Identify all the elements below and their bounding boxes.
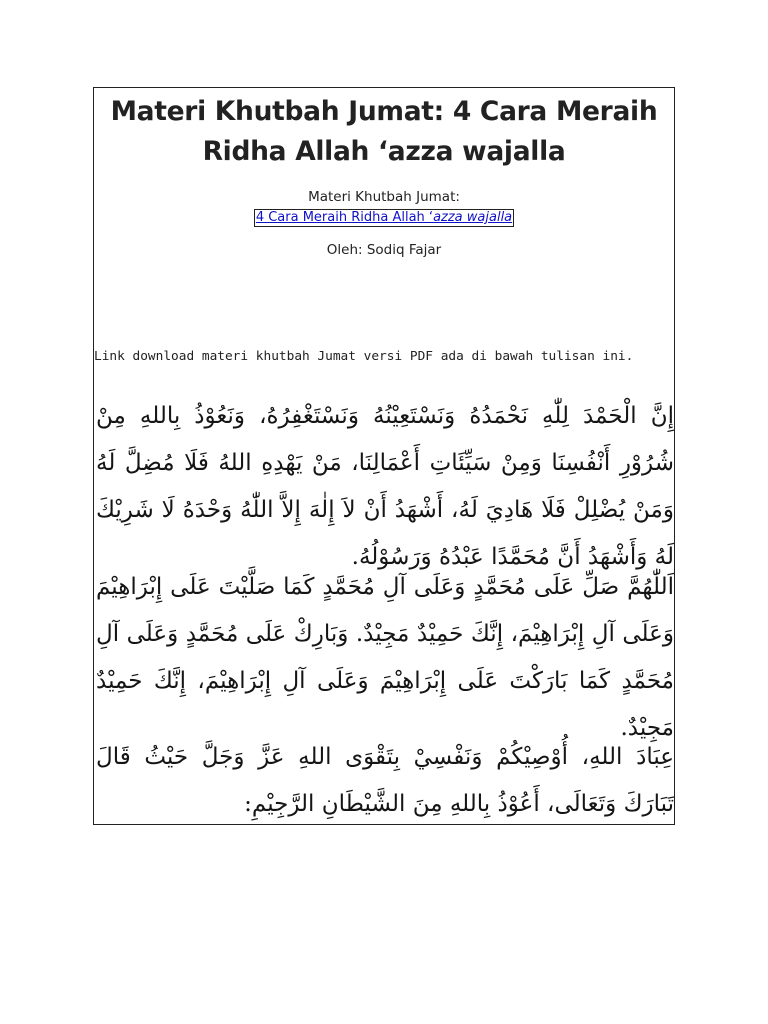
arabic-paragraph-wasiat: عِبَادَ اللهِ، أُوْصِيْكُمْ وَنَفْسِيْ بِتَقْوَى اللهِ عَزَّ وَجَلَّ حَيْثُ قَالَ تَبَارَكَ وَتَعَالَى، أَعُوْذُ بِاللهِ مِنَ الشَّيْطَانِ الرَّجِيْمِ: (96, 744, 674, 817)
subtitle-label: Materi Khutbah Jumat: (308, 189, 460, 205)
title-link-text: 4 Cara Meraih Ridha Allah ‘ (255, 210, 434, 225)
author-line: Oleh: Sodiq Fajar (326, 242, 442, 258)
title-link-italic-text: azza wajalla (433, 210, 513, 225)
arabic-paragraph-opening: إِنَّ الْحَمْدَ لِلّٰهِ نَحْمَدُهُ وَنَسْتَعِيْنُهُ وَنَسْتَغْفِرُهُ، وَنَعُوْذُ بِاللهِ مِنْ شُرُوْرِ أَنْفُسِنَا وَمِنْ سَيِّئَاتِ أَعْمَالِنَا، مَنْ يَهْدِهِ اللهُ فَلَا مُضِلَّ لَهُ وَمَنْ يُضْلِلْ فَلَا هَادِيَ لَهُ، أَشْهَدُ أَنْ لاَ إِلٰهَ إِلاَّ اللّٰهُ وَحْدَهُ لَا شَرِيْكَ لَهُ وَأَشْهَدُ أَنَّ مُحَمَّدًا عَبْدُهُ وَرَسُوْلُهُ. (96, 403, 674, 570)
title-link-row (94, 207, 674, 227)
arabic-paragraph-salawat: اَللّٰهُمَّ صَلِّ عَلَى مُحَمَّدٍ وَعَلَى آلِ مُحَمَّدٍ كَمَا صَلَّيْتَ عَلَى إِبْرَاهِيْمَ وَعَلَى آلِ إِبْرَاهِيْمَ، إِنَّكَ حَمِيْدٌ مَجِيْدٌ. وَبَارِكْ عَلَى مُحَمَّدٍ وَعَلَى آلِ مُحَمَّدٍ كَمَا بَارَكْتَ عَلَى إِبْرَاهِيْمَ وَعَلَى آلِ إِبْرَاهِيْمَ، إِنَّكَ حَمِيْدٌ مَجِيْدٌ. (96, 574, 674, 741)
page-title: Materi Khutbah Jumat: 4 Cara Meraih Ridha Allah ‘azza wajalla (110, 96, 658, 167)
title-link[interactable] (254, 209, 514, 227)
document-page (93, 87, 675, 825)
download-note: Link download materi khutbah Jumat versi PDF ada di bawah tulisan ini. (94, 349, 634, 364)
